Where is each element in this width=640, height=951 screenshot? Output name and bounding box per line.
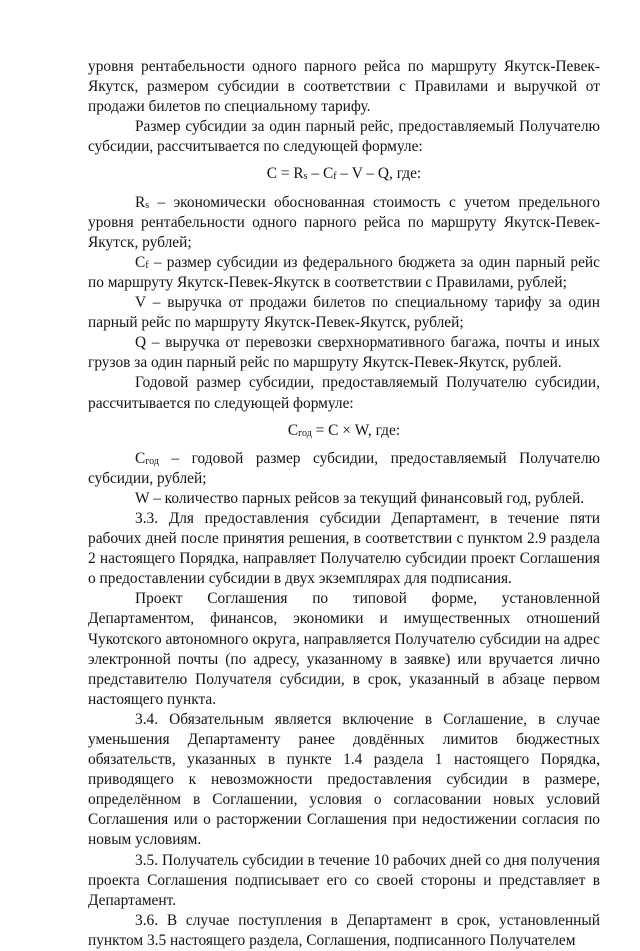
definition-w: W – количество парных рейсов за текущий финансовый год, рублей. bbox=[135, 489, 585, 507]
paragraph-3-5: 3.5. Получатель субсидии в течение 10 рабочих дней со дня получения проекта Соглашения подписывает его со своей стороны и представляет в Департамент. bbox=[88, 851, 600, 909]
paragraph-annual: Годовой размер субсидии, предоставляемый Получателю субсидии, рассчитывается по следующей формуле: bbox=[88, 374, 600, 412]
definition-subscript: s bbox=[145, 199, 150, 211]
paragraph-3-6: 3.6. В случае поступления в Департамент в срок, установленный пунктом 3.5 настоящего раздела, Соглашения, подписанного Получателем bbox=[88, 911, 600, 949]
formula-subscript: год bbox=[298, 427, 312, 439]
formula-subscript: s bbox=[303, 171, 308, 183]
formula-part: = С × W, где: bbox=[311, 421, 401, 439]
definition-text: – годовой размер субсидии, предоставляемый Получателю субсидии, рублей; bbox=[88, 449, 600, 487]
formula-subsidy bbox=[88, 164, 600, 184]
formula-subscript: f bbox=[333, 171, 337, 183]
definition-q: Q – выручка от перевозки сверхнормативного багажа, почты и иных грузов за один парный рейс по маршруту Якутск-Певек-Якутск, рублей. bbox=[88, 334, 600, 372]
definition-symbol: R bbox=[135, 193, 146, 211]
definition-symbol: C bbox=[135, 253, 146, 271]
definition-rs bbox=[88, 193, 600, 253]
definition-cf bbox=[88, 253, 600, 293]
document-page bbox=[88, 57, 600, 951]
formula-part: С = R bbox=[266, 165, 304, 183]
definition-subscript: f bbox=[145, 259, 149, 271]
paragraph-subsidy-size: Размер субсидии за один парный рейс, предоставляемый Получателю субсидии, рассчитывается по следующей формуле: bbox=[88, 118, 600, 156]
paragraph-3-4: 3.4. Обязательным является включение в Соглашение, в случае уменьшения Департаменту ранее довдённых лимитов бюджестных обязательств, указанных в пункте 1.4 раздела 1 настоящего Порядка, приводящего к невозможности предоставления субсидии в размере, определённом в Соглашении, условия о согласовании новых условий Соглашения или о расторжении Соглашения при недостижении согласия по новым условиям. bbox=[88, 710, 600, 849]
formula-part: – C bbox=[307, 165, 334, 183]
formula-part: – V – Q, где: bbox=[336, 165, 422, 183]
definition-text: – размер субсидии из федерального бюджета за один парный рейс по маршруту Якутск-Певек-Якутск в соответствии с Правилами, рублей; bbox=[88, 253, 600, 291]
formula-annual bbox=[88, 421, 600, 441]
formula-part: С bbox=[287, 421, 299, 439]
paragraph-3-3: 3.3. Для предоставления субсидии Департамент, в течение пяти рабочих дней после принятия решения, в соответствии с пунктом 2.9 раздела 2 настоящего Порядка, направляет Получателю субсидии проект Соглашения о предоставлении субсидии в двух экземплярах для подписания. bbox=[88, 509, 600, 588]
definition-cgod bbox=[88, 449, 600, 489]
definition-subscript: год bbox=[145, 455, 159, 467]
definition-symbol: С bbox=[135, 449, 146, 467]
paragraph-intro: уровня рентабельности одного парного рейса по маршруту Якутск-Певек-Якутск, размером субсидии в соответствии с Правилами и выручкой от продажи билетов по специальному тарифу. bbox=[88, 58, 600, 116]
definition-v: V – выручка от продажи билетов по специальному тарифу за один парный рейс по маршруту Якутск-Певек-Якутск, рублей; bbox=[88, 294, 600, 332]
paragraph-project: Проект Соглашения по типовой форме, установленной Департаментом, финансов, экономики и имущественных отношений Чукотского автономного округа, направляется Получателю субсидии на адрес электронной почты (по адресу, указанному в заявке) или вручается лично представителю Получателя субсидии, в срок, указанный в абзаце первом настоящего пункта. bbox=[88, 590, 600, 708]
definition-text: – экономически обоснованная стоимость с учетом предельного уровня рентабельности одного парного рейса по маршруту Якутск-Певек-Якутск, рублей; bbox=[88, 193, 600, 251]
